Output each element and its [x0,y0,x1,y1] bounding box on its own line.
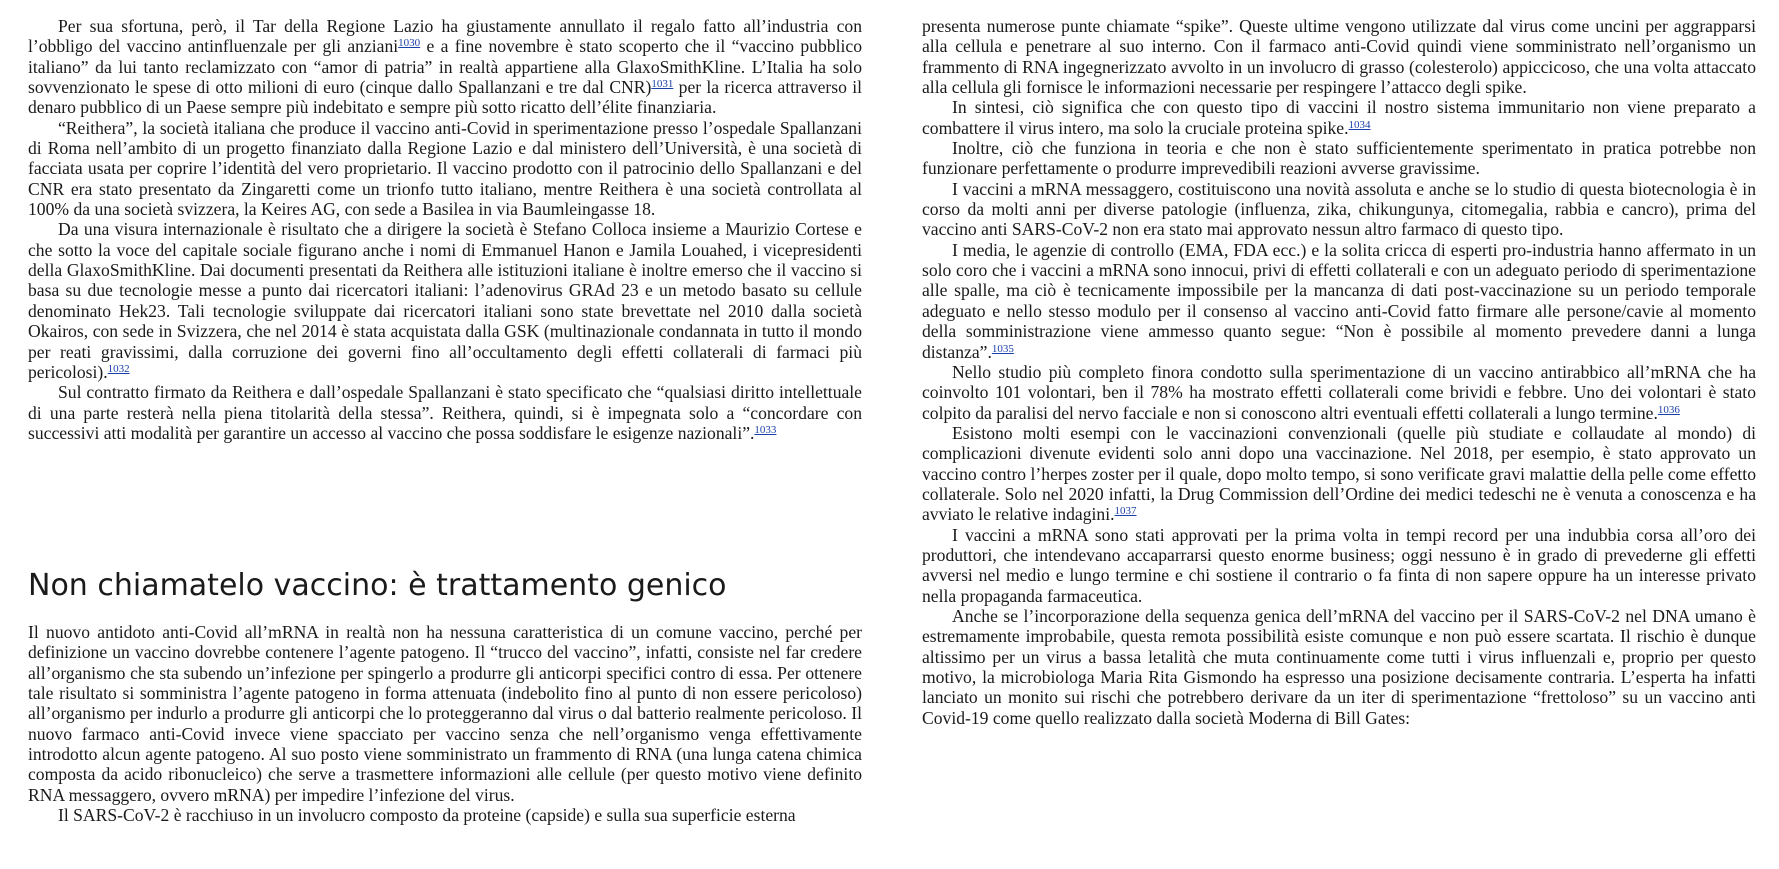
paragraph-mrna-novita: I vaccini a mRNA messaggero, costituiscono una novità assoluta e anche se lo studio di questa biotecnologia è in corso da molti anni per diverse patologie (influenza, zika, chikungunya, citomegalia, rabbia e cancro), prima del vaccino anti SARS-CoV-2 non era stato mai approvato nessun altro farmaco di questo tipo. [922,178,1756,240]
paragraph-visura: Da una visura internazionale è risultato che a dirigere la società è Stefano Colloca insieme a Maurizio Cortese e che sotto la voce del capitale sociale figurano anche i nomi di Emmanuel Hanon e Jamila Louahed, i vicepresidenti della GlaxoSmithKline. Dai documenti presentati da Reithera alle istituzioni italiane è inoltre emerso che il vaccino si basa su due tecnologie messe a punto dai ricercatori italiani: l’adenovirus GRAd 23 e un metodo basato su cellule denominato Hek23. Tali tecnologie sviluppate dai ricercatori italiani sono state brevettate nel 2010 dalla società Okairos, con sede in Svizzera, che nel 2014 è stata acquistata dalla GSK (multinazionale condannata in tutto il mondo per reati gravissimi, dalla corruzione dei governi fino all’occultamento degli effetti collaterali di farmaci più pericolosi).$^{1032}$ [28,219,862,382]
paragraph-inoltre: Inoltre, ciò che funziona in teoria e che non è stato sufficientemente sperimentato in pratica potrebbe non funzionare perfettamente o produrre imprevedibili reazioni avverse gravissime. [922,138,1756,179]
right-column [922,16,1756,728]
left-column-top [28,16,862,443]
footnote-link-1030[interactable]: 1030 [398,37,421,50]
footnote-link-1031[interactable]: 1031 [651,78,674,91]
paragraph-sars-cov-2: Il SARS-CoV-2 è racchiuso in un involucro composto da proteine (capside) e sulla sua superficie esterna [58,805,796,826]
left-column-bottom [28,622,862,825]
paragraph-studio: Nello studio più completo finora condotto sulla sperimentazione di un vaccino antirabbico all’mRNA che ha coinvolto 101 volontari, ben il 78% ha mostrato effetti collaterali come brividi e febbre. Uno dei volontari è stato colpito da paralisi del nervo facciale e non si conoscono altri eventuali effetti collaterali a lungo termine.$^{1036}$ [922,361,1756,423]
paragraph-reithera: “Reithera”, la società italiana che produce il vaccino anti-Covid in sperimentazione presso l’ospedale Spallanzani di Roma nell’ambito di un progetto finanziato dalla Regione Lazio e dal ministero dell’Università, è una società di facciata usata per coprire l’identità del vero proprietario. Il vaccino prodotto con il patrocinio dello Spallanzani e del CNR era stato presentato da Zingaretti come un trionfo tutto italiano, mentre Reithera è una società controllata al 100% da una società svizzera, la Keires AG, con sede a Basilea in via Baumleingasse 18. [28,117,862,220]
footnote-link-1034[interactable]: 1034 [1348,118,1371,131]
section-heading: Non chiamatelo vaccino: è trattamento genico [28,568,727,603]
paragraph-contratto: Sul contratto firmato da Reithera e dall’ospedale Spallanzani è stato specificato che “qualsiasi diritto intellettuale di una parte resterà nella piena titolarità della stessa”. Reithera, quindi, si è impegnata solo a “concordare con successivi atti modalità per garantire un accesso al vaccino che possa soddisfare le esigenze nazionali”.$^{1033}$ [28,382,862,443]
paragraph-incorporazione: Anche se l’incorporazione della sequenza genica dell’mRNA del vaccino per il SARS-CoV-2 nel DNA umano è estremamente improbabile, questa remota possibilità esiste comunque e non può essere scartata. Il rischio è dunque altissimo per un virus a bassa letalità che muta continuamente come tutti i virus influenzali e, proprio per questo motivo, la microbiologa Maria Rita Gismondo ha espresso una posizione decisamente contraria. L’esperta ha infatti lanciato un monito sui rischi che potrebbero derivare da un iter di sperimentazione “frettoloso” su un vaccino anti Covid-19 come quello realizzato dalla società Moderna di Bill Gates: [922,605,1756,728]
paragraph-media: I media, le agenzie di controllo (EMA, FDA ecc.) e la solita cricca di esperti pro-industria hanno affermato in un solo coro che i vaccini a mRNA sono innocui, privi di effetti collaterali e con un adeguato periodo di sperimentazione alle spalle, ma ciò è tecnicamente impossibile per la mancanza di dati post-vaccinazione su un periodo temporale adeguato e nello stesso modulo per il consenso al vaccino anti-Covid fatto firmare alle persone/cavie al momento della somministrazione viene ammesso quanto segue: “Non è possibile al momento prevedere danni a lunga distanza”.$^{1035}$ [922,239,1756,362]
paragraph-tar-lazio: Per sua sfortuna, però, il Tar della Regione Lazio ha giustamente annullato il regalo fatto all’industria con l’obbligo del vaccino antinfluenzale per gli anziani$^{1030}$ e a fine novembre è stato scoperto che il “vaccino pubblico italiano” da lui tanto reclamizzato con “amor di patria” in realtà appartiene alla GlaxoSmithKline. L’Italia ha solo sovvenzionato le spese di otto milioni di euro (cinque dallo Spallanzani e tre dal CNR)$^{1031}$ per la ricerca attraverso il denaro pubblico di un Paese sempre più indebitato e sempre più sotto ricatto dell’élite finanziaria. [28,16,862,118]
paragraph-antidoto: Il nuovo antidoto anti-Covid all’mRNA in realtà non ha nessuna caratteristica di un comune vaccino, perché per definizione un vaccino dovrebbe contenere l’agente patogeno. Il “trucco del vaccino”, infatti, consiste nel far credere all’organismo che sta subendo un’infezione per spingerlo a produrre gli anticorpi specifici contro di essa. Per ottenere tale risultato si somministra l’agente patogeno in forma attenuata (indebolito fino al punto di non essere pericoloso) all’organismo per indurlo a produrre gli anticorpi che lo proteggeranno dal virus o dal batterio realmente pericoloso. Il nuovo farmaco anti-Covid invece viene spacciato per vaccino senza che nell’organismo venga effettivamente introdotto alcun agente patogeno. Al suo posto viene somministrato un frammento di RNA (una lunga catena chimica composta da acido ribonucleico) che serve a trasmettere informazioni alle cellule (per questo motivo viene definito RNA messaggero, ovvero mRNA) per impedire l’infezione del virus. [28,622,862,805]
paragraph-esempi: Esistono molti esempi con le vaccinazioni convenzionali (quelle più studiate e collaudate al mondo) di complicazioni divenute evidenti solo anni dopo una vaccinazione. Nel 2018, per esempio, è stato approvato un vaccino contro l’herpes zoster per il quale, dopo molto tempo, si sono verificate gravi malattie della pelle come effetto collaterale. Solo nel 2020 infatti, la Drug Commission dell’Ordine dei medici tedeschi ne è venuta a conoscenza e ha avviato le relative indagini.$^{1037}$ [922,422,1756,525]
paragraph-sintesi: In sintesi, ciò significa che con questo tipo di vaccini il nostro sistema immunitario non viene preparato a combattere il virus intero, ma solo la cruciale proteina spike.$^{1034}$ [922,97,1756,138]
footnote-link-1033[interactable]: 1033 [754,423,777,436]
footnote-link-1035[interactable]: 1035 [991,342,1014,355]
footnote-link-1037[interactable]: 1037 [1114,505,1137,518]
paragraph-spike: presenta numerose punte chiamate “spike”. Queste ultime vengono utilizzate dal virus come uncini per aggrapparsi alla cellula e penetrare al suo interno. Con il farmaco anti-Covid quindi viene somministrato nell’organismo un frammento di RNA ingegnerizzato avvolto in un involucro di grasso (colesterolo) appiccicoso, che una volta attaccato alla cellula gli fornisce le informazioni necessarie per respingere l’attacco degli spike. [922,16,1756,98]
footnote-link-1036[interactable]: 1036 [1657,403,1680,416]
footnote-link-1032[interactable]: 1032 [107,362,130,375]
paragraph-approvati: I vaccini a mRNA sono stati approvati per la prima volta in tempi record per una indubbia corsa all’oro dei produttori, che intendevano accaparrarsi questo enorme business; oggi nessuno è in grado di prevederne gli effetti avversi nel medio e lungo termine e chi sostiene il contrario o fa finta di non sapere oppure ha un interesse privato nella propaganda farmaceutica. [922,524,1756,606]
